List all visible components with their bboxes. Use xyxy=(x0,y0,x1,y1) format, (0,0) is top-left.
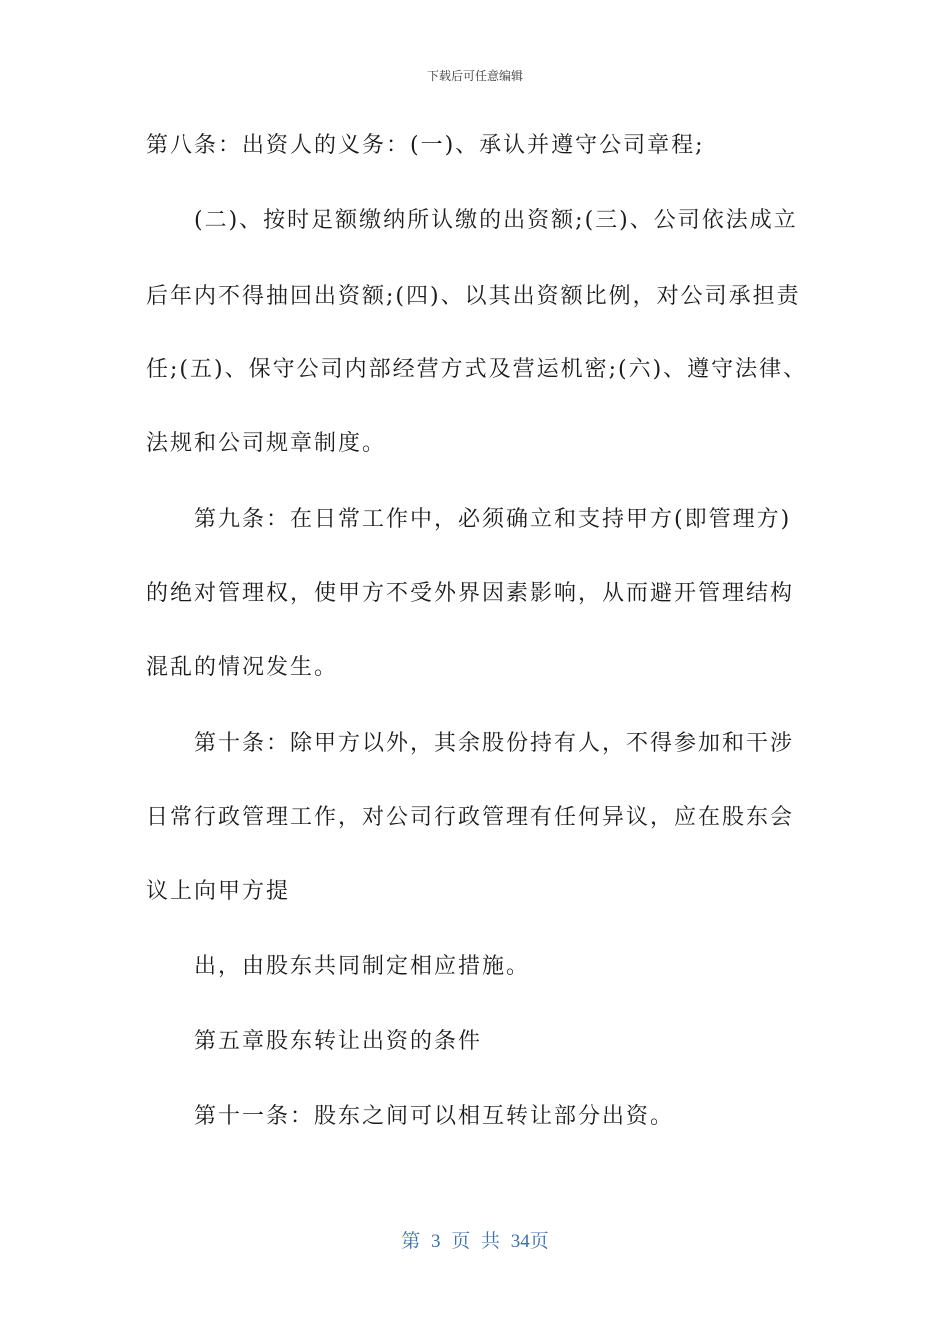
text-line: 日常行政管理工作，对公司行政管理有任何异议，应在股东会 xyxy=(146,805,795,830)
text-line-article-9: 第九条：在日常工作中，必须确立和支持甲方(即管理方) xyxy=(194,507,792,532)
text-line: 议上向甲方提 xyxy=(146,879,291,904)
page-number: 第 3 页 共 34页 xyxy=(401,1231,549,1252)
text-line: 混乱的情况发生。 xyxy=(146,655,339,680)
chapter-heading: 第五章股东转让出资的条件 xyxy=(194,1029,483,1054)
text-line-article-8: 第八条：出资人的义务：(一)、承认并遵守公司章程; xyxy=(146,133,705,158)
text-line-article-11: 第十一条：股东之间可以相互转让部分出资。 xyxy=(194,1104,675,1129)
text-line: 法规和公司规章制度。 xyxy=(146,431,387,456)
text-line: (二)、按时足额缴纳所认缴的出资额;(三)、公司依法成立 xyxy=(194,208,798,233)
text-line: 的绝对管理权，使甲方不受外界因素影响，从而避开管理结构 xyxy=(146,581,795,606)
text-line: 出，由股东共同制定相应措施。 xyxy=(194,954,531,979)
text-line-article-10: 第十条：除甲方以外，其余股份持有人，不得参加和干涉 xyxy=(194,731,795,756)
text-line: 后年内不得抽回出资额;(四)、以其出资额比例，对公司承担责 xyxy=(146,284,801,309)
header-note: 下载后可任意编辑 xyxy=(426,69,523,83)
text-line: 任;(五)、保守公司内部经营方式及营运机密;(六)、遵守法律、 xyxy=(146,357,808,382)
